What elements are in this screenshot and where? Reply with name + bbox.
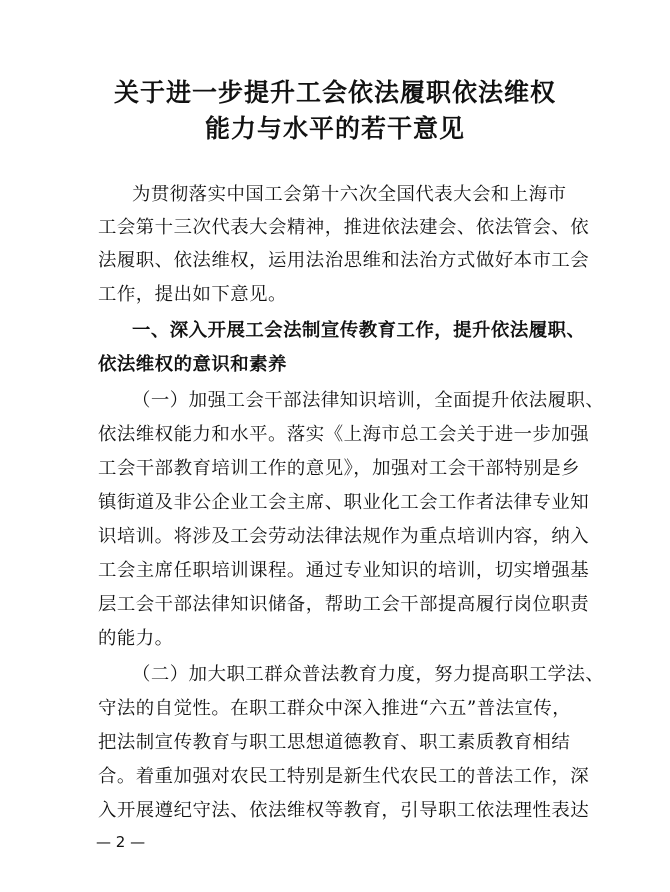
section-1-heading-line-1: 一、深入开展工会法制宣传教育工作，提升依法履职、 [132, 320, 586, 341]
subsection-1-line-6: 工会主席任职培训课程。通过专业知识的培训，切实增强基 [98, 560, 590, 581]
intro-line-4: 工作，提出如下意见。 [98, 284, 287, 305]
subsection-1-line-4: 镇街道及非公企业工会主席、职业化工会工作者法律专业知 [98, 492, 590, 513]
intro-line-1: 为贯彻落实中国工会第十六次全国代表大会和上海市 [132, 184, 567, 205]
subsection-2-line-4: 合。着重加强对农民工特别是新生代农民工的普法工作，深 [98, 766, 590, 787]
page-number: — 2 — [96, 833, 146, 851]
subsection-1-line-5: 识培训。将涉及工会劳动法律法规作为重点培训内容，纳入 [98, 526, 590, 547]
document-title-line-2: 能力与水平的若干意见 [204, 114, 465, 143]
intro-line-2: 工会第十三次代表大会精神，推进依法建会、依法管会、依 [98, 217, 590, 238]
intro-line-3: 法履职、依法维权，运用法治思维和法治方式做好本市工会 [98, 250, 590, 271]
subsection-2-line-2: 守法的自觉性。在职工群众中深入推进“六五”普法宣传， [98, 698, 572, 719]
document-title-line-1: 关于进一步提升工会依法履职依法维权 [113, 78, 556, 107]
subsection-1-line-7: 层工会干部法律知识储备，帮助工会干部提高履行岗位职责 [98, 594, 590, 615]
subsection-2-line-5: 入开展遵纪守法、依法维权等教育，引导职工依法理性表达 [98, 800, 590, 821]
subsection-2-line-1: （二）加大职工群众普法教育力度，努力提高职工学法、 [132, 664, 605, 685]
subsection-1-line-3: 工会干部教育培训工作的意见》，加强对工会干部特别是乡 [98, 458, 580, 479]
section-1-heading-line-2: 依法维权的意识和素养 [98, 354, 287, 375]
subsection-1-line-1: （一）加强工会干部法律知识培训，全面提升依法履职、 [132, 390, 605, 411]
subsection-1-line-8: 的能力。 [98, 628, 174, 649]
subsection-2-line-3: 把法制宣传教育与职工思想道德教育、职工素质教育相结 [98, 732, 571, 753]
subsection-1-line-2: 依法维权能力和水平。落实《上海市总工会关于进一步加强 [98, 424, 590, 445]
